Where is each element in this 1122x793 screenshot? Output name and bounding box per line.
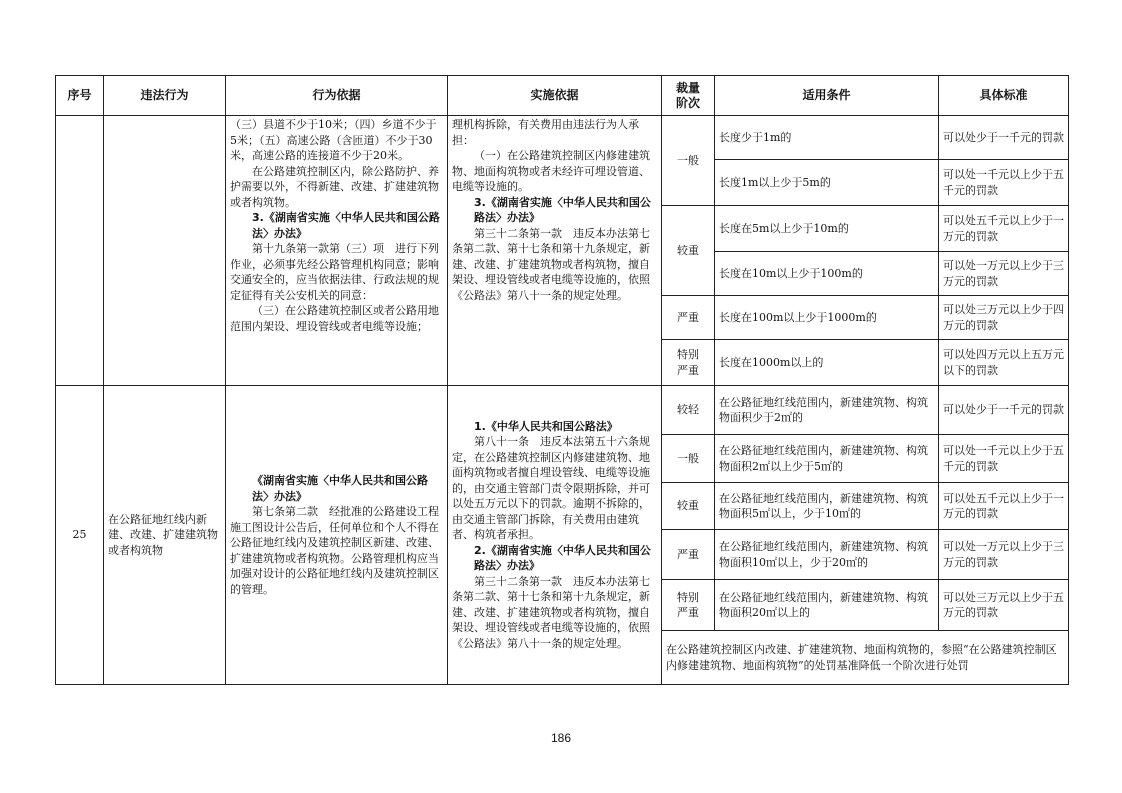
header-row xyxy=(56,76,1069,116)
law-title: 1.《中华人民共和国公路法》 xyxy=(474,419,618,433)
level-cell: 严重 xyxy=(662,530,715,580)
level-cell: 较重 xyxy=(662,483,715,530)
basis-paragraph: （一）在公路建筑控制区内修建建筑物、地面构筑物或者未经许可埋设管道、电缆等设施的。 xyxy=(452,149,650,193)
basis-paragraph: 第三十二条第一款 违反本办法第七条第二款、第十七条和第十九条规定，新建、改建、扩建建筑物或者构筑物，擅自架设、埋设管线或者电缆等设施的，依照《公路法》第八十一条的规定处理。 xyxy=(452,226,650,302)
condition-cell: 长度在100m以上少于1000m的 xyxy=(715,296,939,340)
standard-cell: 可以处一千元以上少于五千元的罚款 xyxy=(939,160,1069,206)
impl-cell xyxy=(448,386,662,685)
standard-cell: 可以处一千元以上少于五千元的罚款 xyxy=(939,435,1069,483)
header-impl: 实施依据 xyxy=(448,76,662,116)
basis-cell xyxy=(226,386,448,685)
header-basis: 行为依据 xyxy=(226,76,448,116)
standard-cell: 可以处少于一千元的罚款 xyxy=(939,116,1069,160)
basis-paragraph: 在公路建筑控制区内，除公路防护、养护需要以外，不得新建、改建、扩建建筑物或者构筑物。 xyxy=(230,164,439,209)
violation-cell: 在公路征地红线内新建、改建、扩建建筑物或者构筑物 xyxy=(104,386,226,685)
table-row xyxy=(56,386,1069,435)
standard-cell: 可以处四万元以上五万元以下的罚款 xyxy=(939,340,1069,386)
law-title: 2.《湖南省实施〈中华人民共和国公路法〉办法》 xyxy=(474,543,651,573)
table-body xyxy=(56,116,1069,685)
level-cell: 特别 严重 xyxy=(662,340,715,386)
condition-cell: 长度1m以上少于5m的 xyxy=(715,160,939,206)
basis-paragraph: 第八十一条 违反本法第五十六条规定，在公路建筑控制区内修建建筑物、地面构筑物或者擅自埋设管线、电缆等设施的，由交通主管部门责令限期拆除，并可以处五万元以下的罚款。逾期不拆除的，由交通主管部门拆除，有关费用由建筑者、构筑者承担。 xyxy=(452,435,650,542)
standard-cell: 可以处少于一千元的罚款 xyxy=(939,386,1069,435)
page-number: 186 xyxy=(550,731,572,745)
level-cell: 较轻 xyxy=(662,386,715,435)
note-cell: 在公路建筑控制区内改建、扩建建筑物、地面构筑物的，参照“在公路建筑控制区内修建建筑物、地面构筑物”的处罚基准降低一个阶次进行处罚 xyxy=(662,631,1069,685)
violation-cell xyxy=(104,116,226,386)
header-violation: 违法行为 xyxy=(104,76,226,116)
condition-cell: 在公路征地红线范围内，新建建筑物、构筑物面积少于2㎡的 xyxy=(715,386,939,435)
header-cond: 适用条件 xyxy=(715,76,939,116)
level-cell: 严重 xyxy=(662,296,715,340)
level-cell: 较重 xyxy=(662,206,715,296)
standard-cell: 可以处三万元以上少于四万元的罚款 xyxy=(939,296,1069,340)
condition-cell: 长度在1000m以上的 xyxy=(715,340,939,386)
header-level: 裁量 阶次 xyxy=(662,76,715,116)
header-std: 具体标准 xyxy=(939,76,1069,116)
condition-cell: 在公路征地红线范围内，新建建筑物、构筑物面积2㎡以上少于5㎡的 xyxy=(715,435,939,483)
law-title: 《湖南省实施〈中华人民共和国公路法〉办法》 xyxy=(252,474,428,503)
standard-cell: 可以处五千元以上少于一万元的罚款 xyxy=(939,483,1069,530)
law-title: 3.《湖南省实施〈中华人民共和国公路法〉办法》 xyxy=(474,195,651,224)
serial-cell: 25 xyxy=(56,386,104,685)
basis-paragraph: （三）在公路建筑控制区或者公路用地范围内架设、埋设管线或者电缆等设施； xyxy=(230,304,439,333)
basis-paragraph: 理机构拆除，有关费用由违法行为人承担： xyxy=(452,118,639,147)
header-no: 序号 xyxy=(56,76,104,116)
level-cell: 一般 xyxy=(662,435,715,483)
standard-cell: 可以处一万元以上少于三万元的罚款 xyxy=(939,252,1069,296)
level-cell: 特别 严重 xyxy=(662,580,715,631)
basis-paragraph: （三）县道不少于10米；（四）乡道不少于5米；（五）高速公路（含匝道）不少于30米，高速公路的连接道不少于20米。 xyxy=(230,118,437,162)
standard-cell: 可以处五千元以上少于一万元的罚款 xyxy=(939,206,1069,252)
condition-cell: 长度少于1m的 xyxy=(715,116,939,160)
law-title: 3.《湖南省实施〈中华人民共和国公路法〉办法》 xyxy=(252,211,440,240)
condition-cell: 长度在5m以上少于10m的 xyxy=(715,206,939,252)
level-cell: 一般 xyxy=(662,116,715,206)
standard-cell: 可以处一万元以上少于三万元的罚款 xyxy=(939,530,1069,580)
penalty-table xyxy=(55,75,1069,685)
basis-paragraph: 第十九条第一款第（三）项 进行下列作业，必须事先经公路管理机构同意；影响交通安全的，应当依据法律、行政法规的规定征得有关公安机关的同意： xyxy=(230,242,439,302)
condition-cell: 在公路征地红线范围内，新建建筑物、构筑物面积5㎡以上，少于10㎡的 xyxy=(715,483,939,530)
basis-paragraph: 第三十二条第一款 违反本办法第七条第二款、第十七条和第十九条规定，新建、改建、扩建建筑物或者构筑物，擅自架设、埋设管线或者电缆等设施的，依照《公路法》第八十一条的规定处理。 xyxy=(452,574,650,650)
condition-cell: 在公路征地红线范围内，新建建筑物、构筑物面积10㎡以上，少于20㎡的 xyxy=(715,530,939,580)
table-row xyxy=(56,116,1069,160)
condition-cell: 在公路征地红线范围内，新建建筑物、构筑物面积20㎡以上的 xyxy=(715,580,939,631)
basis-paragraph: 第七条第二款 经批准的公路建设工程施工图设计公告后，任何单位和个人不得在公路征地红线内及建筑控制区新建、改建、扩建建筑物或者构筑物。公路管理机构应当加强对设计的公路征地红线内及建筑控制区的管理。 xyxy=(230,505,439,596)
standard-cell: 可以处三万元以上少于五万元的罚款 xyxy=(939,580,1069,631)
basis-cell xyxy=(226,116,448,386)
serial-cell xyxy=(56,116,104,386)
condition-cell: 长度在10m以上少于100m的 xyxy=(715,252,939,296)
impl-cell xyxy=(448,116,662,386)
